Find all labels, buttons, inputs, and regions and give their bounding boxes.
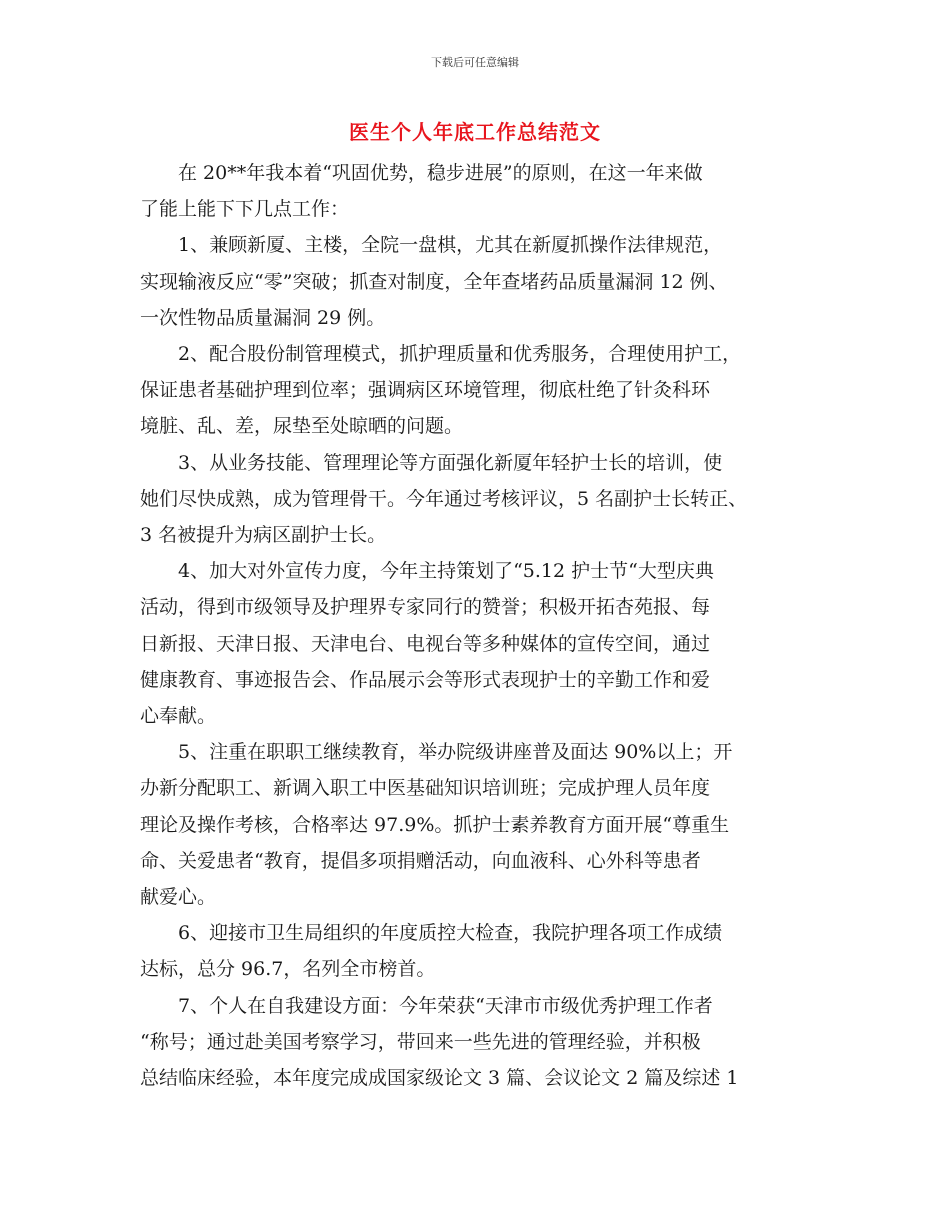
paragraph-item-5 [140, 734, 820, 915]
paragraph-line: 7、个人在自我建设方面：今年荣获“天津市市级优秀护理工作者 [178, 994, 713, 1017]
paragraph-item-1 [140, 227, 820, 336]
paragraph-line: 健康教育、事迹报告会、作品展示会等形式表现护士的辛勤工作和爱 [140, 668, 711, 691]
paragraph-line: 日新报、天津日报、天津电台、电视台等多种媒体的宣传空间，通过 [140, 632, 711, 655]
paragraph-line: 保证患者基础护理到位率；强调病区环境管理，彻底杜绝了针灸科环 [140, 379, 711, 402]
document-title: 医生个人年底工作总结范文 [349, 120, 601, 144]
paragraph-line: 5、注重在职职工继续教育，举办院级讲座普及面达 90%以上；开 [178, 741, 733, 764]
paragraph-item-3 [140, 445, 820, 554]
paragraph-line: 境脏、乱、差，尿垫至处晾晒的问题。 [140, 415, 464, 438]
paragraph-line: 献爱心。 [140, 886, 217, 909]
document-body [140, 155, 820, 1096]
paragraph-line: 办新分配职工、新调入职工中医基础知识培训班；完成护理人员年度 [140, 777, 711, 800]
paragraph-item-7 [140, 988, 820, 1097]
paragraph-line: 活动，得到市级领导及护理界专家同行的赞誉；积极开拓杏苑报、每 [140, 596, 711, 619]
paragraph-line: 了能上能下下几点工作： [140, 198, 350, 221]
paragraph-line: 1、兼顾新厦、主楼，全院一盘棋，尤其在新厦抓操作法律规范， [178, 234, 723, 257]
paragraph-line: 4、加大对外宣传力度，今年主持策划了“5.12 护士节“大型庆典 [178, 560, 714, 583]
paragraph-intro [140, 155, 820, 227]
paragraph-line: 6、迎接市卫生局组织的年度质控大检查，我院护理各项工作成绩 [178, 922, 723, 945]
paragraph-line: 她们尽快成熟，成为管理骨干。今年通过考核评议，5 名副护士长转正、 [140, 487, 748, 510]
paragraph-line: 实现输液反应“零”突破；抓查对制度，全年查堵药品质量漏洞 12 例、 [140, 270, 728, 293]
paragraph-line: 理论及操作考核，合格率达 97.9%。抓护士素养教育方面开展“尊重生 [140, 813, 730, 836]
paragraph-item-2 [140, 336, 820, 445]
paragraph-line: 一次性物品质量漏洞 29 例。 [140, 306, 386, 329]
paragraph-item-6 [140, 915, 820, 987]
paragraph-item-4 [140, 553, 820, 734]
paragraph-line: “称号；通过赴美国考察学习，带回来一些先进的管理经验，并积极 [140, 1030, 701, 1053]
paragraph-line: 达标，总分 96.7，名列全市榜首。 [140, 958, 436, 981]
paragraph-line: 3、从业务技能、管理理论等方面强化新厦年轻护士长的培训，使 [178, 451, 723, 474]
paragraph-line: 心奉献。 [140, 705, 217, 728]
paragraph-line: 3 名被提升为病区副护士长。 [140, 524, 387, 547]
paragraph-line: 2、配合股份制管理模式，抓护理质量和优秀服务，合理使用护工， [178, 343, 742, 366]
paragraph-line: 命、关爱患者“教育，提倡多项捐赠活动，向血液科、心外科等患者 [140, 849, 701, 872]
paragraph-line: 在 20**年我本着“巩固优势，稳步进展”的原则，在这一年来做 [178, 162, 703, 184]
paragraph-line: 总结临床经验，本年度完成成国家级论文 3 篇、会议论文 2 篇及综述 1 [140, 1067, 739, 1090]
page-header-note: 下载后可任意编辑 [431, 56, 519, 69]
